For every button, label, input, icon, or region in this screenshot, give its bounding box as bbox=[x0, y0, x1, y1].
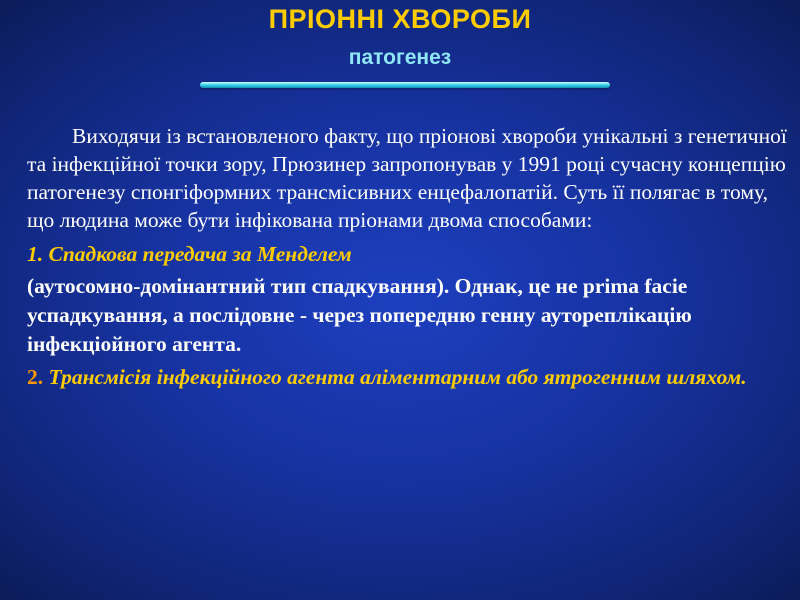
list-item-hereditary: 1. Спадкова передача за Менделем bbox=[27, 242, 352, 266]
slide-title: ПРІОННІ ХВОРОБИ bbox=[268, 4, 532, 34]
slide-subtitle: патогенез bbox=[348, 46, 452, 69]
title-divider bbox=[200, 82, 610, 88]
list-item-transmission bbox=[27, 363, 793, 391]
list-item-text: Трансмісія інфекційного агента аліментарним або ятрогенним шляхом. bbox=[48, 365, 747, 389]
intro-paragraph: Виходячи із встановленого факту, що пріонові хвороби унікальні з генетичної та інфекційної точки зору, Прюзинер запропонував у 1991 році сучасну концепцію патогенезу спонгіформних трансмісивних енцефалопатій. Суть її полягає в тому, що людина може бути інфікована пріонами двома способами: bbox=[27, 124, 787, 232]
hereditary-explanation: (аутосомно-домінантний тип спадкування). Однак, це не prima facie успадкування, а послідовне - через попередню генну аутореплікацію інфекціойного агента. bbox=[27, 274, 692, 356]
list-item-number: 2. bbox=[27, 365, 44, 389]
slide-body bbox=[27, 122, 793, 391]
